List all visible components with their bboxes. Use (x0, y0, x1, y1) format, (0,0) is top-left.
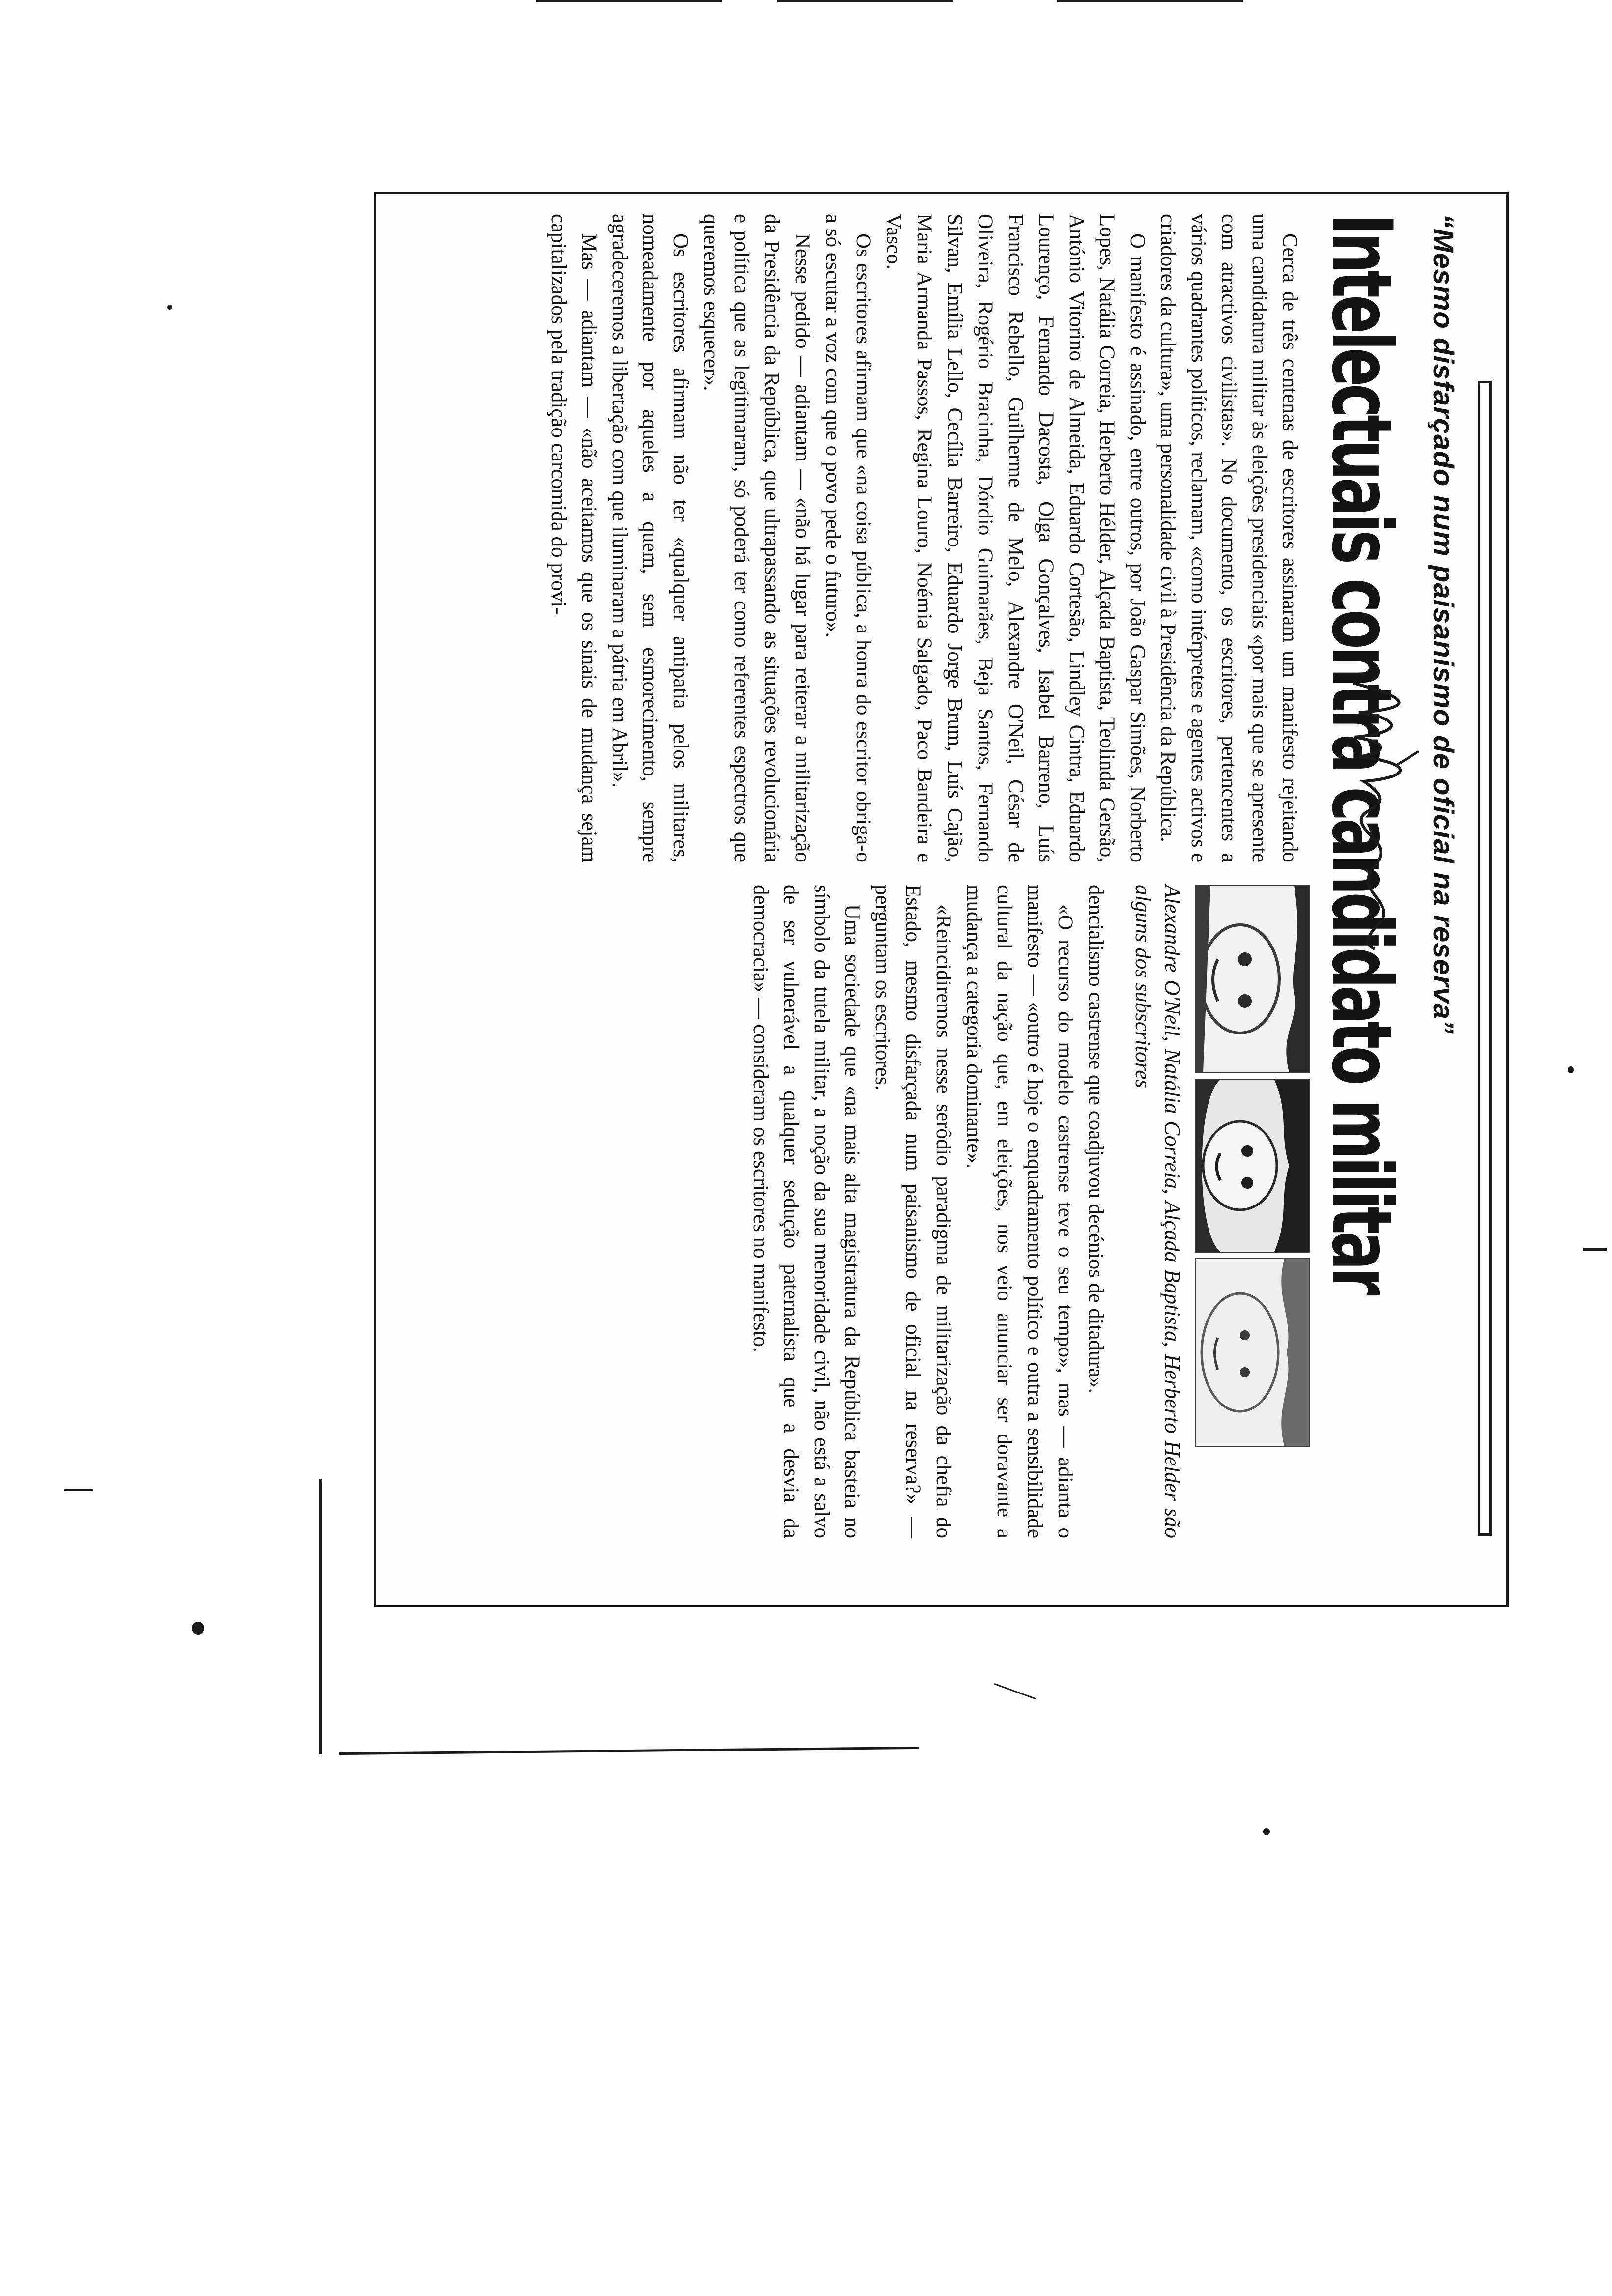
article-headline: Intelectuais contra candidato militar (1314, 214, 1410, 1293)
paragraph: Mas — adiantam — «não aceitamos que os sinais de mudança sejam capitalizados pela tradição carcomida do provi- (547, 214, 601, 862)
paragraph: Cerca de três centenas de escritores assinaram um manifesto rejeitando uma candidatura militar às eleições presidenciais «por mais que se apresente com atractivos civilistas». No documento, os escritores, pertencentes a vários quadrantes políticos, reclamam, «como intérpretes e agentes activos e criadores da cultura», uma personalidade civil à Presidência da República. (1156, 214, 1301, 862)
portrait-photo (1195, 1258, 1310, 1447)
scan-speck (64, 1489, 93, 1491)
scan-border-line (339, 1747, 919, 1755)
scan-speck (192, 1622, 204, 1635)
scan-speck (167, 305, 172, 310)
portrait-photo (1195, 885, 1310, 1073)
paragraph: Uma sociedade que «na mais alta magistratura da República basteia no símbolo da tutela militar, a noção da sua menoridade civil, não está a salvo de ser vulnerável a qualquer sedução paternalista que a desvia da democracia» — consideram os escritores no manifesto. (749, 885, 864, 1538)
newspaper-clipping (374, 192, 1509, 1607)
article-column-1 (543, 214, 1305, 862)
scan-border-line (536, 0, 722, 2)
article-column-2 (745, 885, 1111, 1538)
scan-border-line (1057, 0, 1243, 2)
scan-speck (1263, 1828, 1270, 1835)
paragraph: Os escritores afirmam que «na coisa pública, a honra do escritor obriga-o a só escutar a voz com que o povo pede o futuro». (821, 214, 875, 862)
paragraph: «O recurso do modelo castrense teve o seu tempo», mas — adianta o manifesto — «outro é hoje o enquadramento político e outra a sensibilidade cultural da nação que, em eleições, nos veio anunciar ser doravante a mudança a categoria dominante». (962, 885, 1077, 1538)
photo-caption: Alexandre O'Neil, Natália Correia, Alçada Baptista, Herberto Helder são alguns dos subscritores (1131, 885, 1184, 1538)
scan-speck (994, 1683, 1036, 1700)
handwritten-annotation (1324, 678, 1438, 953)
paragraph: Os escritores afirmam não ter «qualquer antipatia pelos militares, nomeadamente por aqueles a quem, sem esmorecimento, sempre agradeceremos a libertação com que iluminaram a pátria em Abril». (608, 214, 692, 862)
clipping-content (376, 194, 1506, 1605)
scan-speck (1568, 1066, 1574, 1073)
paragraph: «Reincidiremos nesse serôdio paradigma de militarização da chefia do Estado, mesmo disfarçada num paisanismo de oficial na reserva?» — perguntam os escritores. (871, 885, 955, 1538)
paragraph: Nesse pedido — adiantam — «não há lugar para reiterar a militarização da Presidência da República, que ultrapassando as situações revolucionária e política que as legitimaram, só poderá ter como referentes espectros que queremos esquecer». (699, 214, 814, 862)
portrait-photo (1195, 1079, 1310, 1253)
paragraph: dencialismo castrense que coadjuvou decénios de ditadura». (1084, 885, 1107, 1394)
scan-border-line (1583, 1248, 1607, 1251)
scan-border-line (777, 0, 953, 2)
article-kicker: “Mesmo disfarçado num paisanismo de oficial na reserva” (1427, 214, 1459, 1034)
header-rule-bar (1478, 381, 1492, 1536)
scan-border-line (319, 1479, 322, 1754)
paragraph: O manifesto é assinado, entre outros, por João Gaspar Simões, Norberto Lopes, Natália Correia, Herberto Hélder, Alçada Baptista, Teolinda Gersão, António Vitorino de Almeida, Eduardo Cortesão, Lindley Cintra, Eduardo Lourenço, Fernando Dacosta, Olga Gonçalves, Isabel Barreno, Luís Francisco Rebello, Guilherme de Melo, Alexandre O'Neil, César de Oliveira, Rogério Bracinha, Dórdio Guimarães, Beja Santos, Fernando Silvan, Emília Lello, Cecília Barreiro, Eduardo Jorge Brum, Luís Cajão, Maria Armanda Passos, Regina Louro, Noémia Salgado, Paco Bandeira e Vasco. (882, 214, 1149, 862)
